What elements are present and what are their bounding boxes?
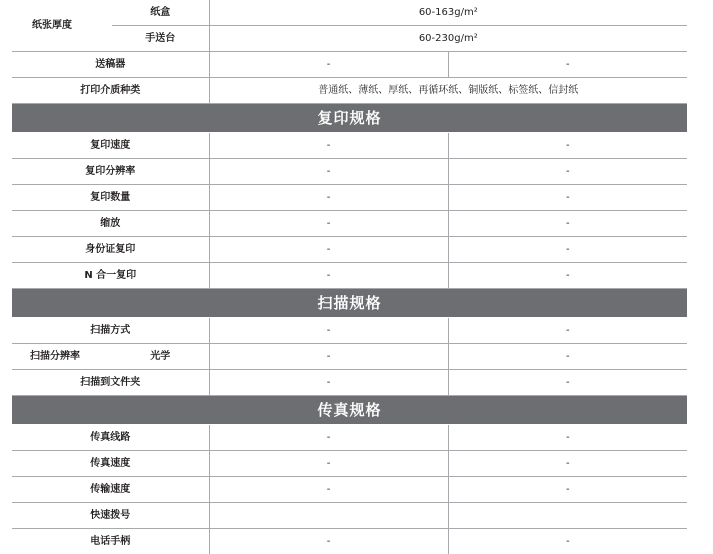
paper-bypass-value: 60-230g/m²: [209, 26, 687, 52]
copy-row-col2: -: [448, 185, 687, 211]
fax-row-label: 传输速度: [12, 477, 209, 503]
fax-row-col2: [448, 503, 687, 529]
media-row: [12, 78, 687, 104]
table-row: [12, 211, 687, 237]
copy-row-label: 缩放: [12, 211, 209, 237]
table-row: [12, 237, 687, 263]
copy-row-col1: -: [209, 211, 448, 237]
scan-resolution-label: 扫描分辨率: [12, 344, 112, 370]
table-row: [12, 344, 687, 370]
fax-row-label: 传真速度: [12, 451, 209, 477]
fax-row-label: 快速拨号: [12, 503, 209, 529]
scan-method-col2: -: [448, 318, 687, 344]
scan-folder-col1: -: [209, 370, 448, 396]
copy-row-col2: -: [448, 263, 687, 289]
copy-row-col1: -: [209, 263, 448, 289]
scan-resolution-col2: -: [448, 344, 687, 370]
copy-row-col2: -: [448, 133, 687, 159]
scan-folder-label: 扫描到文件夹: [12, 370, 209, 396]
fax-row-col1: -: [209, 477, 448, 503]
table-row: [12, 133, 687, 159]
feeder-label: 送稿器: [12, 52, 209, 78]
paper-bypass-label: 手送台: [112, 26, 209, 52]
fax-row-col2: -: [448, 425, 687, 451]
copy-row-col2: -: [448, 237, 687, 263]
copy-row-label: 复印速度: [12, 133, 209, 159]
copy-row-label: 身份证复印: [12, 237, 209, 263]
fax-row-col1: [209, 503, 448, 529]
table-row: [12, 318, 687, 344]
table-row: [12, 477, 687, 503]
table-row: [12, 159, 687, 185]
copy-row-col2: -: [448, 159, 687, 185]
copy-row-label: 复印分辨率: [12, 159, 209, 185]
copy-section-title: 复印规格: [12, 104, 687, 133]
table-row: [12, 370, 687, 396]
copy-row-label: 复印数量: [12, 185, 209, 211]
copy-row-label: N 合一复印: [12, 263, 209, 289]
copy-row-col1: -: [209, 133, 448, 159]
spec-sheet: [12, 0, 687, 554]
paper-tray-label: 纸盒: [112, 0, 209, 26]
scan-resolution-sub-label: 光学: [112, 344, 209, 370]
paper-thickness-label: 纸张厚度: [12, 0, 112, 52]
fax-row-col2: -: [448, 451, 687, 477]
table-row: [12, 451, 687, 477]
paper-tray-value: 60-163g/m²: [209, 0, 687, 26]
fax-row-label: 电话手柄: [12, 529, 209, 554]
paper-row-tray: [12, 0, 687, 26]
fax-section-title: 传真规格: [12, 396, 687, 425]
copy-section-header: [12, 104, 687, 133]
scan-method-label: 扫描方式: [12, 318, 209, 344]
fax-row-col2: -: [448, 529, 687, 554]
copy-row-col1: -: [209, 185, 448, 211]
fax-row-col2: -: [448, 477, 687, 503]
table-row: [12, 503, 687, 529]
copy-row-col1: -: [209, 237, 448, 263]
copy-row-col1: -: [209, 159, 448, 185]
feeder-col1: -: [209, 52, 448, 78]
media-value: 普通纸、薄纸、厚纸、再循环纸、铜版纸、标签纸、信封纸: [209, 78, 687, 104]
table-row: [12, 425, 687, 451]
table-row: [12, 185, 687, 211]
feeder-row: [12, 52, 687, 78]
scan-folder-col2: -: [448, 370, 687, 396]
scan-method-col1: -: [209, 318, 448, 344]
feeder-col2: -: [448, 52, 687, 78]
table-row: [12, 529, 687, 554]
copy-row-col2: -: [448, 211, 687, 237]
fax-row-col1: -: [209, 529, 448, 554]
fax-row-col1: -: [209, 451, 448, 477]
spec-table: [12, 0, 687, 554]
fax-row-label: 传真线路: [12, 425, 209, 451]
fax-row-col1: -: [209, 425, 448, 451]
scan-section-header: [12, 289, 687, 318]
media-label: 打印介质种类: [12, 78, 209, 104]
table-row: [12, 263, 687, 289]
scan-resolution-col1: -: [209, 344, 448, 370]
scan-section-title: 扫描规格: [12, 289, 687, 318]
fax-section-header: [12, 396, 687, 425]
paper-row-bypass: [12, 26, 687, 52]
